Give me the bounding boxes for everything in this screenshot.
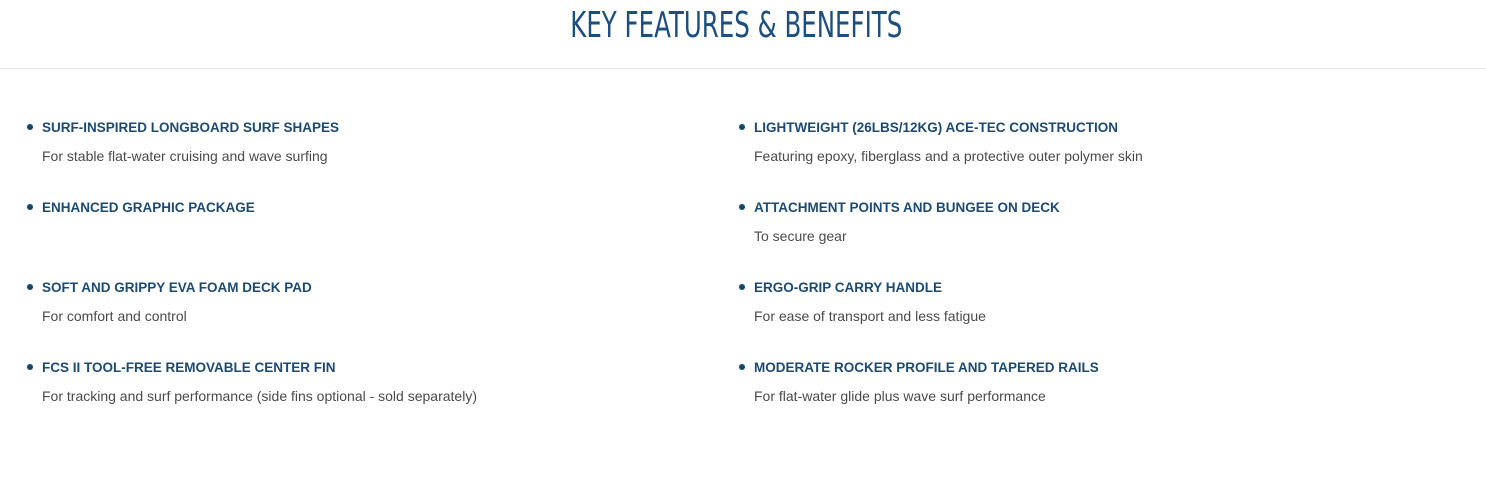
feature-title: SOFT AND GRIPPY EVA FOAM DECK PAD <box>42 280 312 295</box>
feature-description: For tracking and surf performance (side fins optional - sold separately) <box>42 388 477 404</box>
feature-description: For stable flat-water cruising and wave surfing <box>42 148 328 164</box>
feature-title: MODERATE ROCKER PROFILE AND TAPERED RAILS <box>754 360 1099 375</box>
feature-description: For comfort and control <box>42 308 187 324</box>
bullet-icon <box>27 364 33 370</box>
bullet-icon <box>27 204 33 210</box>
feature-title: ENHANCED GRAPHIC PACKAGE <box>42 200 255 215</box>
feature-title: FCS II TOOL-FREE REMOVABLE CENTER FIN <box>42 360 336 375</box>
feature-title: SURF-INSPIRED LONGBOARD SURF SHAPES <box>42 120 340 135</box>
bullet-icon <box>739 124 745 130</box>
section-header <box>0 0 1486 69</box>
bullet-icon <box>27 124 33 130</box>
page-title: KEY FEATURES & BENEFITS <box>570 5 903 46</box>
bullet-icon <box>739 204 745 210</box>
feature-description: To secure gear <box>754 228 847 244</box>
feature-title: ERGO-GRIP CARRY HANDLE <box>754 280 943 295</box>
feature-description: Featuring epoxy, fiberglass and a protective outer polymer skin <box>754 148 1143 164</box>
feature-title: ATTACHMENT POINTS AND BUNGEE ON DECK <box>754 200 1060 215</box>
bullet-icon <box>27 284 33 290</box>
bullet-icon <box>739 364 745 370</box>
feature-description: For flat-water glide plus wave surf performance <box>754 388 1046 404</box>
feature-title: LIGHTWEIGHT (26LBS/12KG) ACE-TEC CONSTRUCTION <box>754 120 1119 135</box>
feature-description: For ease of transport and less fatigue <box>754 308 986 324</box>
bullet-icon <box>739 284 745 290</box>
